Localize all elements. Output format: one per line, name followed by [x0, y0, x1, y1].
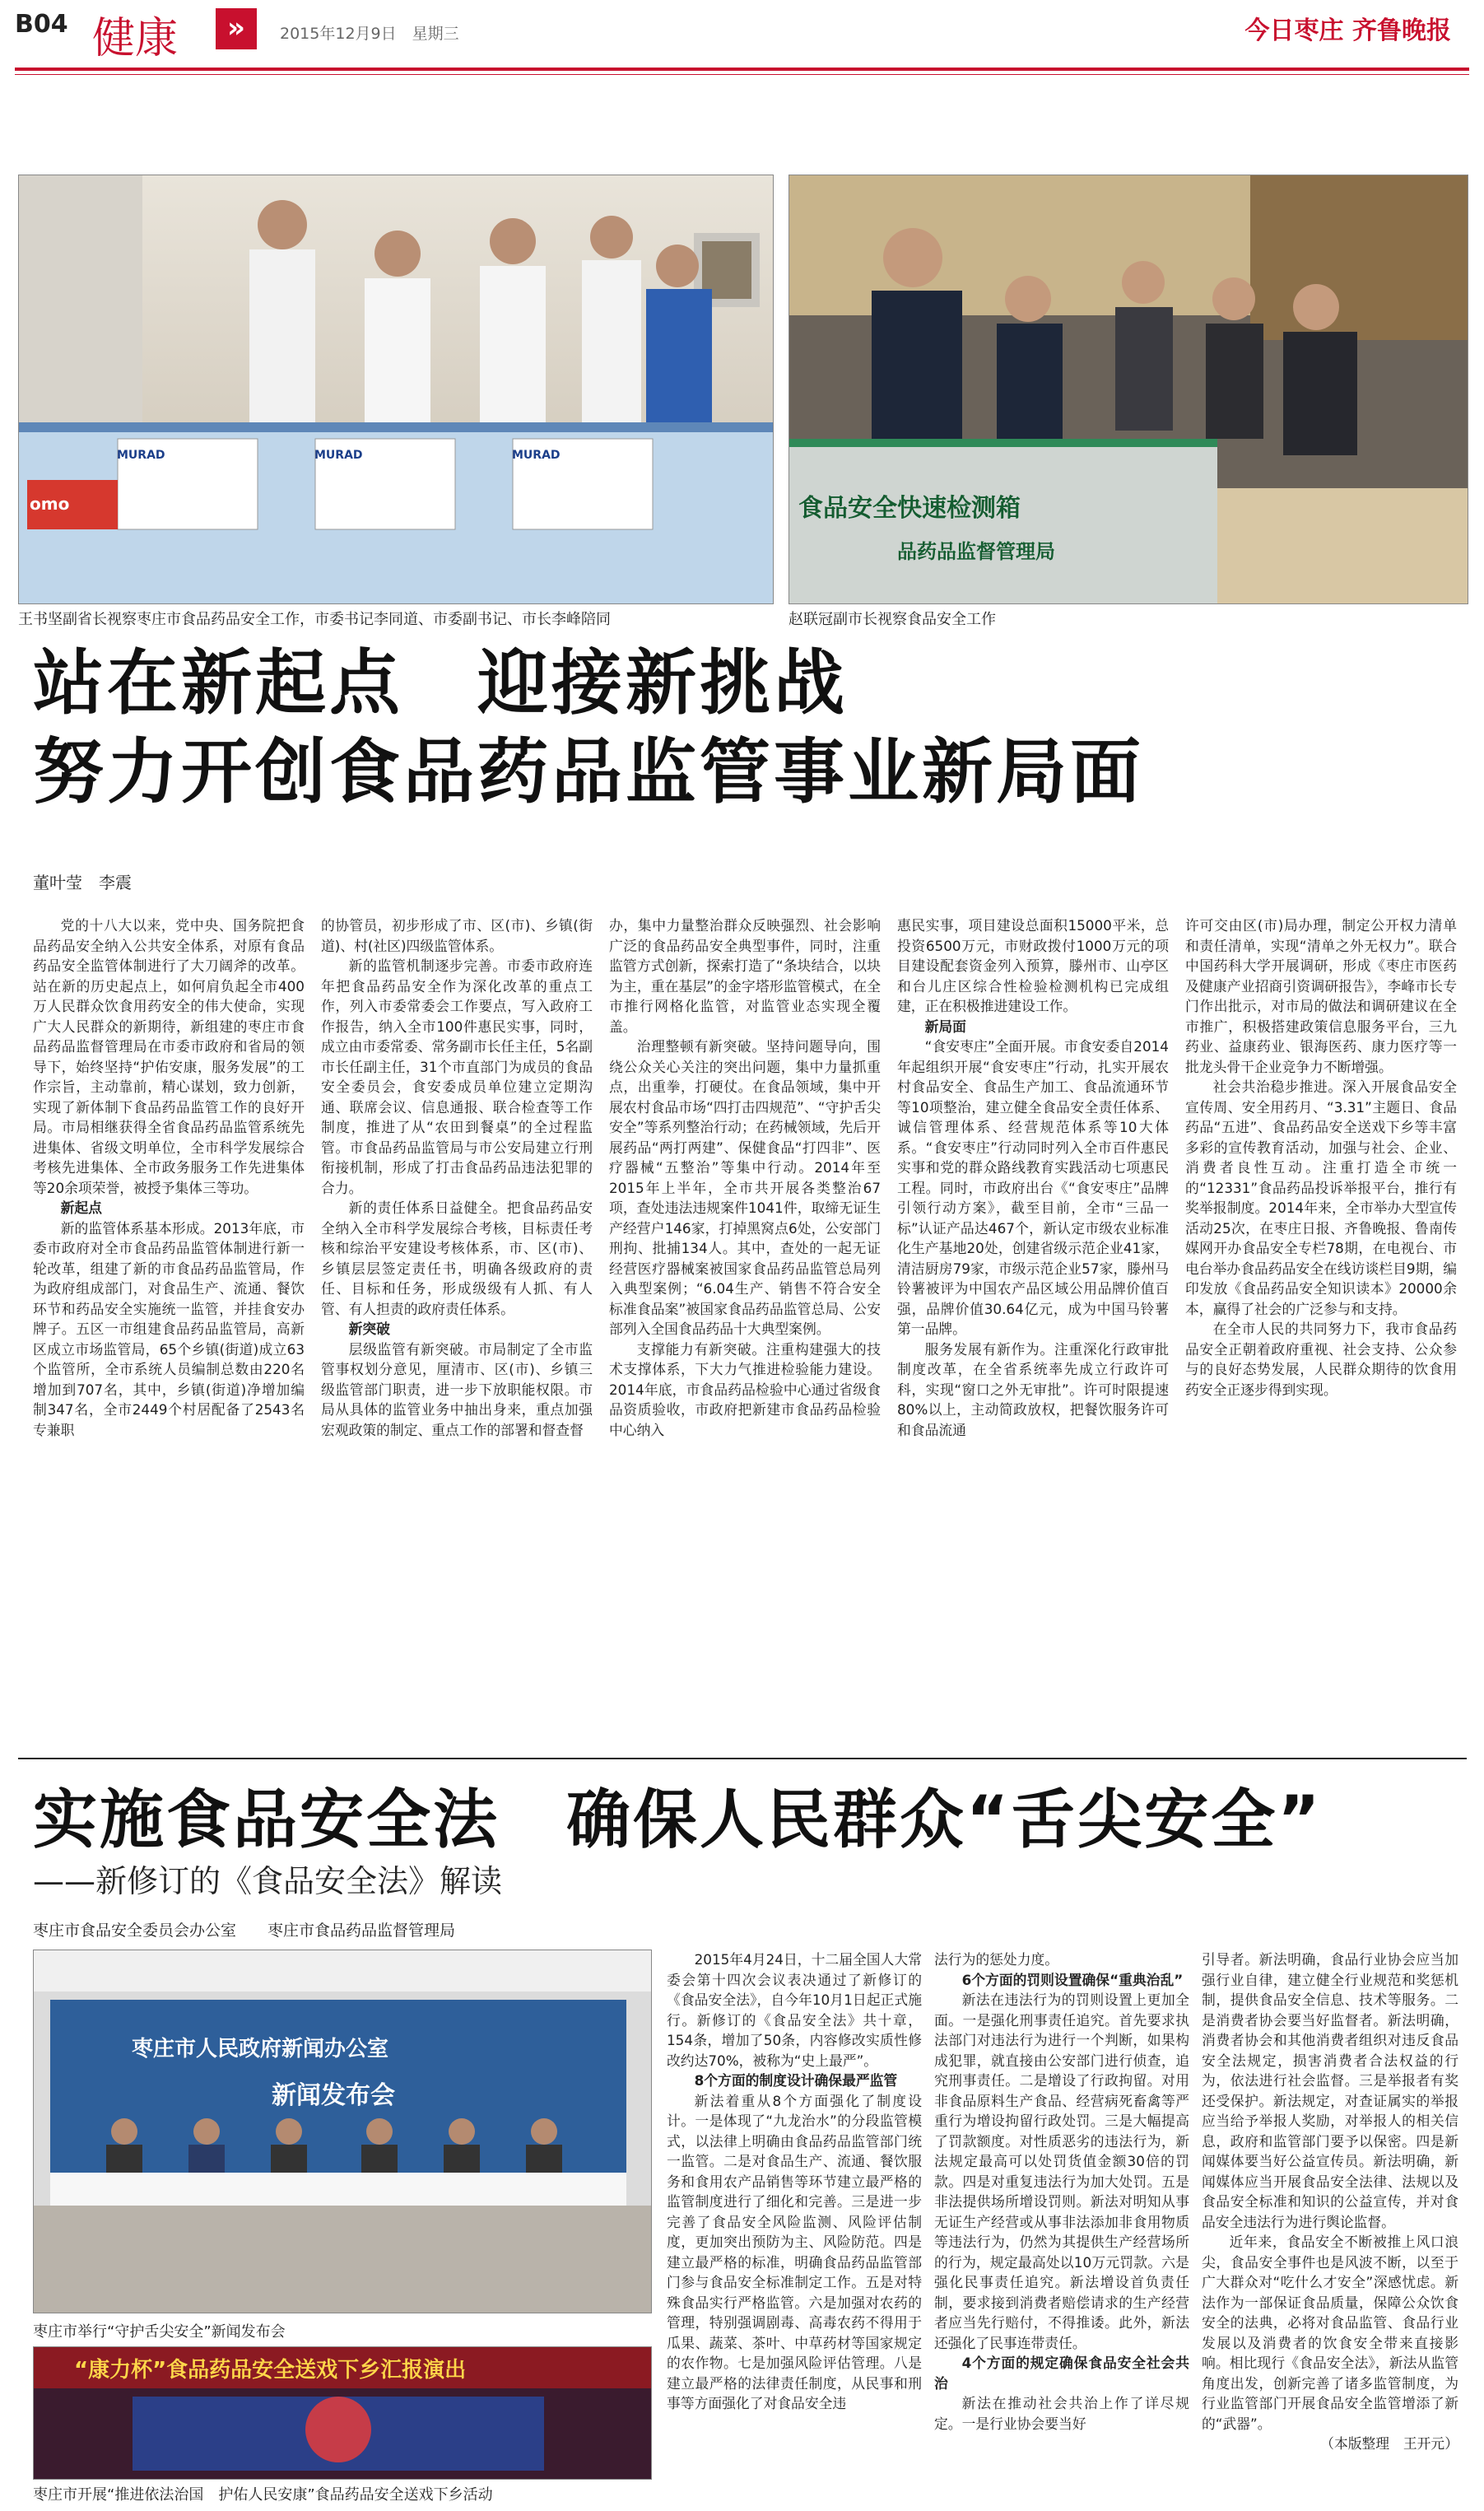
- paragraph: 新法着重从8个方面强化了制度设计。一是体现了“九龙治水”的分段监管模式，以法律上明确由食品药品监管部门统一监管。二是对食品生产、流通、餐饮服务和食用农产品销售等环节建立最严格的监管制度进行了细化和完善。三是进一步完善了食品安全风险监测、风险评估制度，更加突出预防为主、风险防范。四是建立最严格的标准，明确食品药品监管部门参与食品安全标准制定工作。五是对特殊食品实行严格监管。六是加强对农药的管理，特别强调剧毒、高毒农药不得用于瓜果、蔬菜、茶叶、中草药材等国家规定的农作物。七是加强风险评估管理。八是建立最严格的法律责任制度，从民事和刑事等方面强化了对食品安全违: [667, 2092, 922, 2411]
- article2-column-3: [1202, 1950, 1458, 2501]
- photo-vice-mayor-inspection: [789, 175, 1468, 604]
- paragraph: 惠民实事，项目建设总面积15000平米，总投资6500万元，市财政拨付1000万元的项目建设配套资金列入预算，滕州市、山亭区和台儿庄区综合性检验检测机构已完成组建，正在积极推进建设工作。: [897, 917, 1169, 1014]
- photo-caption: 枣庄市举行“守护舌尖安全”新闻发布会: [33, 2323, 286, 2341]
- photo-label: MURAD: [512, 449, 561, 462]
- page-number: B04: [15, 10, 68, 39]
- subheading: 4个方面的规定确保食品安全社会共治: [934, 2355, 1189, 2392]
- photo-officials-inspection: [18, 175, 774, 604]
- photo-caption: 王书坚副省长视察枣庄市食品药品安全工作，市委书记李同道、市委副书记、市长李峰陪同: [18, 611, 611, 628]
- article2-title: 实施食品安全法 确保人民群众“舌尖安全”: [33, 1783, 1323, 1857]
- article1-column-2: [321, 915, 593, 1731]
- photo-label: omo: [30, 494, 70, 514]
- article1-byline: 董叶莹 李震: [33, 873, 132, 892]
- article1-column-3: [609, 915, 881, 1731]
- header-rule-thin: [15, 74, 1469, 75]
- article1-column-5: [1185, 915, 1457, 1731]
- photo-banner: “康力杯”食品药品安全送戏下乡汇报演出: [74, 2358, 467, 2383]
- paragraph: 近年来，食品安全不断被推上风口浪尖，食品安全事件也是风波不断，以至于广大群众对“吃什么才安全”深感忧虑。新法作为一部保证食品质量，保障公众饮食安全的法典，必将对食品监管、食品行业发展以及消费者的饮食安全带来直接影响。相比现行《食品安全法》，新法从监管角度出发，创新完善了诸多监管制度，为行业监管部门开展食品安全监管增添了新的“武器”。: [1202, 2234, 1458, 2432]
- paragraph: 支撑能力有新突破。注重构建强大的技术支撑体系，下大力气推进检验能力建设。2014年底，市食品药品检验中心通过省级食品资质验收，市政府把新建市食品药品检验中心纳入: [609, 1340, 881, 1438]
- paragraph: 新的责任体系日益健全。把食品药品安全纳入全市科学发展综合考核，目标责任考核和综治平安建设考核体系，市、区(市)、乡镇层层签定责任书，明确各级政府的责任、目标和任务，形成级级有人抓、有人管、有人担责的政府责任体系。: [321, 1200, 593, 1317]
- article1-title-line2: 努力开创食品药品监管事业新局面: [33, 731, 1144, 813]
- photo-sign: 枣庄市人民政府新闻办公室: [132, 2037, 389, 2061]
- photo-label: MURAD: [314, 449, 363, 462]
- article1-title-line1: 站在新起点 迎接新挑战: [33, 642, 848, 724]
- editor-note: （本版整理 王开元）: [1320, 2435, 1458, 2452]
- photo-press-conference: [33, 1950, 652, 2313]
- article2-column-1: [667, 1950, 922, 2501]
- paragraph: 新法在推动社会共治上作了详尽规定。一是行业协会要当好: [934, 2395, 1189, 2432]
- photo-sign: 新闻发布会: [272, 2081, 395, 2110]
- photo-label: 品药品监督管理局: [897, 540, 1055, 563]
- subheading: 新突破: [348, 1321, 390, 1337]
- article2-byline: 枣庄市食品安全委员会办公室 枣庄市食品药品监督管理局: [33, 1922, 456, 1940]
- paragraph: 办，集中力量整治群众反映强烈、社会影响广泛的食品药品安全典型事件，同时，注重监管方式创新，探索打造了“条块结合，以块为主，重在基层”的金字塔形监管模式，在全市推行网格化监管，对监管业态实现全覆盖。: [609, 917, 881, 1035]
- paragraph: 引导者。新法明确，食品行业协会应当加强行业自律，建立健全行业规范和奖惩机制，提供食品安全信息、技术等服务。二是消费者协会要当好监督者。新法明确，消费者协会和其他消费者组织对违反食品安全法规定，损害消费者合法权益的行为，依法进行社会监督。三是举报者有奖还受保护。新法规定，对查证属实的举报应当给予举报人奖励，对举报人的相关信息，政府和监管部门要予以保密。四是新闻媒体要当好公益宣传员。新法明确，新闻媒体应当开展食品安全法律、法规以及食品安全标准和知识的公益宣传，并对食品安全违法行为进行舆论监督。: [1202, 1951, 1458, 2230]
- subheading: 6个方面的罚则设置确保“重典治乱”: [961, 1971, 1184, 1988]
- issue-date: 2015年12月9日 星期三: [280, 25, 459, 43]
- paragraph: 社会共治稳步推进。深入开展食品安全宣传周、安全用药月、“3.31”主题日、食品药品“五进”、食品药品安全送戏下乡等丰富多彩的宣传教育活动，加强与社会、企业、消费者良性互动。注重打造全市统一的“12331”食品药品投诉举报平台，推行有奖举报制度。2014年来，全市举办大型宣传活动25次，在枣庄日报、齐鲁晚报、鲁南传媒网开办食品安全专栏78期，在电视台、市电台举办食品药品安全在线访谈栏目9期，编印发放《食品药品安全知识读本》20000余本，赢得了社会的广泛参与和支持。: [1185, 1078, 1457, 1317]
- section-divider: [18, 1758, 1467, 1759]
- paragraph: 的协管员，初步形成了市、区(市)、乡镇(街道)、村(社区)四级监管体系。: [321, 917, 593, 954]
- article2-column-2: [934, 1950, 1189, 2501]
- paragraph: 党的十八大以来，党中央、国务院把食品药品安全纳入公共安全体系，对原有食品药品安全监管体制进行了大刀阔斧的改革。站在新的历史起点上，如何肩负起全市400万人民群众饮食用药安全的伟大使命，实现广大人民群众的新期待，新组建的枣庄市食品药品监督管理局在市委市政府和省局的领导下，始终坚持“护佑安康，服务发展”的工作宗旨，主动靠前，精心谋划，致力创新，实现了新体制下食品药品监管工作的良好开局。市局相继获得全省食品药品监管系统先进集体、省级文明单位，全市科学发展综合考核先进集体、全市政务服务工作先进集体等20余项荣誉，被授予集体三等功。: [33, 917, 305, 1196]
- section-arrow-icon: »: [216, 8, 257, 49]
- paragraph: 层级监管有新突破。市局制定了全市监管事权划分意见，厘清市、区(市)、乡镇三级监管部门职责，进一步下放职能权限。市局从具体的监管业务中抽出身来，重点加强宏观政策的制定、重点工作的部署和督查督: [321, 1340, 593, 1438]
- paragraph: 新的监管机制逐步完善。市委市政府连年把食品药品安全作为深化改革的重点工作，列入市委常委会工作要点，写入政府工作报告，纳入全市100件惠民实事，同时，成立由市委常委、常务副市长任主任，5名副市长任副主任，31个市直部门为成员的食品安全委员会，食安委成员单位建立定期沟通、联席会议、信息通报、联合检查等工作制度，推进了从“农田到餐桌”的全过程监管。市食品药品监管局与市公安局建立行刑衔接机制，形成了打击食品药品违法犯罪的合力。: [321, 957, 593, 1196]
- section-title: 健康: [92, 14, 179, 63]
- article2-subtitle: ——新修订的《食品安全法》解读: [33, 1863, 503, 1899]
- subheading: 8个方面的制度设计确保最严监管: [694, 2072, 898, 2089]
- newspaper-name: 今日枣庄 齐鲁晚报: [1244, 16, 1451, 45]
- paragraph: 许可交由区(市)局办理，制定公开权力清单和责任清单，实现“清单之外无权力”。联合中国药科大学开展调研，形成《枣庄市医药及健康产业招商引资调研报告》，李峰市长专门作出批示，对市局的做法和调研建议在全市推广，积极搭建政策信息服务平台，三九药业、益康药业、银海医药、康力医疗等一批龙头骨干企业竞争力不断增强。: [1185, 917, 1457, 1075]
- paragraph: 法行为的惩处力度。: [934, 1951, 1059, 1968]
- article1-column-4: [897, 915, 1169, 1731]
- photo-caption: 赵联冠副市长视察食品安全工作: [789, 611, 996, 628]
- paragraph: 新的监管体系基本形成。2013年底，市委市政府对全市食品药品监管体制进行新一轮改革，组建了新的市食品药品监管局，作为政府组成部门，对食品生产、流通、餐饮环节和药品安全实施统一监管，并挂食安办牌子。五区一市组建食品药品监管局，高新区成立市场监管局，65个乡镇(街道)成立63个监管所，全市系统人员编制总数由220名增加到707名，其中，乡镇(街道)净增加编制347名，全市2449个村居配备了2543名专兼职: [33, 1219, 305, 1438]
- photo-label: 食品安全快速检测箱: [798, 494, 1021, 523]
- paragraph: 服务发展有新作为。注重深化行政审批制度改革，在全省系统率先成立行政许可科，实现“窗口之外无审批”。许可时限提速80%以上，主动简政放权，把餐饮服务许可和食品流通: [897, 1340, 1169, 1438]
- header-rule: [15, 68, 1469, 71]
- paragraph: “食安枣庄”全面开展。市食安委自2014年起组织开展“食安枣庄”行动，扎实开展农村食品安全、食品生产加工、食品流通环节等10项整治，建立健全食品安全责任体系、诚信管理体系、经营规范体系等10大体系。“食安枣庄”行动同时列入全市百件惠民实事和党的群众路线教育实践活动七项惠民工程。同时，市政府出台《“食安枣庄”品牌引领行动方案》，截至目前，全市“三品一标”认证产品达467个，新认定市级农业标准化生产基地20处，创建省级示范企业41家，清洁厨房79家，市级示范企业57家，滕州马铃薯被评为中国农产品区域公用品牌价值百强，品牌价值30.64亿元，成为中国马铃薯第一品牌。: [897, 1038, 1169, 1337]
- subheading: 新起点: [60, 1200, 102, 1216]
- paragraph: 治理整顿有新突破。坚持问题导向，围绕公众关心关注的突出问题，集中力量抓重点，出重拳，打硬仗。在食品领域，集中开展农村食品市场“四打击四规范”、“守护舌尖安全”等系列整治行动；在药械领域，先后开展药品“两打两建”、保健食品“打四非”、医疗器械“五整治”等集中行动。2014年至2015年上半年，全市共开展各类整治67项，查处违法违规案件1041件，取缔无证生产经营户146家，打掉黑窝点6处，公安部门刑拘、批捕134人。其中，查处的一起无证经营医疗器械案被国家食品药品监管总局列入典型案例；“6.04生产、销售不符合安全标准食品案”被国家食品药品监管总局、公安部列入全国食品药品十大典型案例。: [609, 1038, 881, 1337]
- paragraph: 2015年4月24日，十二届全国人大常委会第十四次会议表决通过了新修订的《食品安全法》，自今年10月1日起正式施行。新修订的《食品安全法》共十章，154条，增加了50条，内容修改实质性修改约达70%，被称为“史上最严”。: [667, 1951, 922, 2069]
- paragraph: 新法在违法行为的罚则设置上更加全面。一是强化刑事责任追究。首先要求执法部门对违法行为进行一个判断，如果构成犯罪，就直接由公安部门进行侦查，追究刑事责任。二是增设了行政拘留。对用非食品原料生产食品、经营病死畜禽等严重行为增设拘留行政处罚。三是大幅提高了罚款额度。对性质恶劣的违法行为，新法规定最高可以处罚货值金额30倍的罚款。四是对重复违法行为加大处罚。五是非法提供场所增设罚则。新法对明知从事无证生产经营或从事非法添加非食用物质等违法行为，仍然为其提供生产经营场所的行为，规定最高处以10万元罚款。六是强化民事责任追究。新法增设首负责任制，要求接到消费者赔偿请求的生产经营者应当先行赔付，不得推诿。此外，新法还强化了民事连带责任。: [934, 1992, 1189, 2351]
- paragraph: 在全市人民的共同努力下，我市食品药品安全正朝着政府重视、社会支持、公众参与的良好态势发展，人民群众期待的饮食用药安全正逐步得到实现。: [1185, 1321, 1457, 1398]
- subheading: 新局面: [924, 1018, 966, 1035]
- photo-caption: 枣庄市开展“推进依法治国 护佑人民安康”食品药品安全送戏下乡活动: [33, 2486, 493, 2504]
- photo-label: MURAD: [117, 449, 165, 462]
- article1-column-1: [33, 915, 305, 1731]
